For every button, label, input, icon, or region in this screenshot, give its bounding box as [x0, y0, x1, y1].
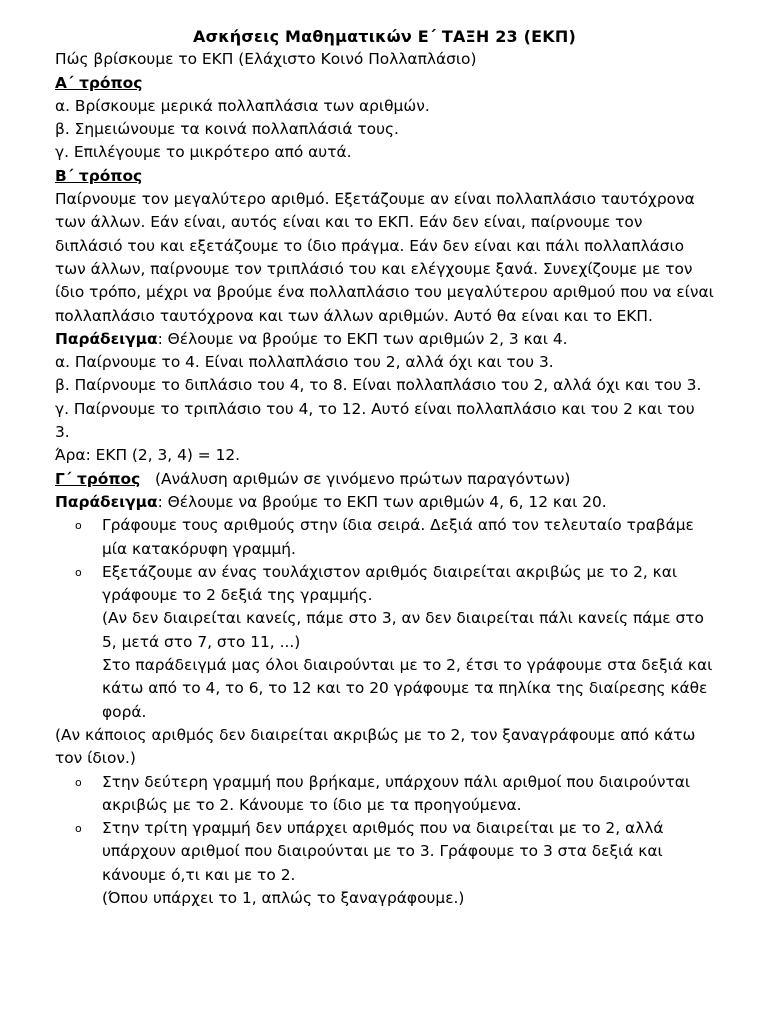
- list-item-text: Στην δεύτερη γραμμή που βρήκαμε, υπάρχουν πάλι αριθμοί που διαιρούνται ακριβώς με το 2. Κάνουμε το ίδιο με τα προηγούμενα.: [102, 772, 691, 814]
- list-item: [55, 771, 714, 818]
- method-a-step: γ. Επιλέγουμε το μικρότερο από αυτά.: [55, 143, 352, 162]
- bullet-note: (Όπου υπάρχει το 1, απλώς το ξαναγράφουμε.): [102, 888, 465, 907]
- method-b-example-step: α. Παίρνουμε το 4. Είναι πολλαπλάσιο του 2, αλλά όχι και του 3.: [55, 353, 554, 372]
- list-item-text: Γράφουμε τους αριθμούς στην ίδια σειρά. Δεξιά από τον τελευταίο τραβάμε μία κατακόρυφη γραμμή.: [102, 516, 694, 558]
- example-label: Παράδειγμα: [55, 329, 158, 348]
- method-c-heading: Γ΄ τρόπος: [55, 469, 141, 488]
- list-item: [55, 561, 714, 608]
- bullet-note: (Αν δεν διαιρείται κανείς, πάμε στο 3, αν δεν διαιρείται πάλι κανείς πάμε στο 5, μετά στο 7, στο 11, ...): [102, 609, 704, 651]
- method-c-heading-suffix: (Ανάλυση αριθμών σε γινόμενο πρώτων παραγόντων): [154, 469, 571, 488]
- list-item: [55, 817, 714, 887]
- method-c-remark: (Αν κάποιος αριθμός δεν διαιρείται ακριβώς με το 2, τον ξαναγράφουμε από κάτω τον ίδιον.): [55, 725, 696, 768]
- document-title: Ασκήσεις Μαθηματικών Ε΄ ΤΑΞΗ 23 (ΕΚΠ): [192, 27, 577, 46]
- method-a-step: β. Σημειώνουμε τα κοινά πολλαπλάσιά τους.: [55, 120, 399, 139]
- list-item: [55, 514, 714, 561]
- method-b-example: [55, 328, 714, 351]
- circle-bullet-icon: o: [75, 775, 82, 789]
- method-c-example: [55, 491, 714, 514]
- method-b-example-step: β. Παίρνουμε το διπλάσιο του 4, το 8. Είναι πολλαπλάσιο του 2, αλλά όχι και του 3.: [55, 376, 702, 395]
- method-a-step: α. Βρίσκουμε μερικά πολλαπλάσια των αριθμών.: [55, 96, 430, 115]
- list-item-text: Στην τρίτη γραμμή δεν υπάρχει αριθμός που να διαιρείται με το 2, αλλά υπάρχουν αριθμοί που διαιρούνται με το 3. Γράφουμε το 3 στα δεξιά και κάνουμε ό,τι και με το 2.: [102, 819, 664, 884]
- example-label: Παράδειγμα: [55, 492, 158, 511]
- circle-bullet-icon: o: [75, 565, 82, 579]
- example-text: : Θέλουμε να βρούμε το ΕΚΠ των αριθμών 2, 3 και 4.: [157, 329, 568, 348]
- intro-line: Πώς βρίσκουμε το ΕΚΠ (Ελάχιστο Κοινό Πολλαπλάσιο): [55, 50, 477, 69]
- circle-bullet-icon: o: [75, 822, 82, 836]
- method-b-result: Άρα: ΕΚΠ (2, 3, 4) = 12.: [55, 446, 241, 465]
- example-text: : Θέλουμε να βρούμε το ΕΚΠ των αριθμών 4, 6, 12 και 20.: [157, 492, 607, 511]
- method-c-bullets-2: [55, 771, 714, 887]
- method-c-bullets-1: [55, 514, 714, 607]
- list-item-text: Εξετάζουμε αν ένας τουλάχιστον αριθμός διαιρείται ακριβώς με το 2, και γράφουμε το 2 δεξιά της γραμμής.: [102, 562, 678, 605]
- method-b-example-step: γ. Παίρνουμε το τριπλάσιο του 4, το 12. Αυτό είναι πολλαπλάσιο και του 2 και του 3.: [55, 399, 695, 442]
- method-b-description: Παίρνουμε τον μεγαλύτερο αριθμό. Εξετάζουμε αν είναι πολλαπλάσιο ταυτόχρονα των άλλων. Εάν είναι, αυτός είναι και το ΕΚΠ. Εάν δεν είναι, παίρνουμε τον διπλάσιό του και εξετάζουμε το ίδιο πράγμα. Εάν δεν είναι και πάλι πολλαπλάσιο των άλλων, παίρνουμε τον τριπλάσιό του και ελέγχουμε ξανά. Συνεχίζουμε με τον ίδιο τρόπο, μέχρι να βρούμε ένα πολλαπλάσιο του μεγαλύτερου αριθμού που να είναι πολλαπλάσιο ταυτόχρονα και των άλλων αριθμών. Αυτό θα είναι και το ΕΚΠ.: [55, 190, 714, 325]
- method-a-heading: Α΄ τρόπος: [55, 73, 143, 92]
- circle-bullet-icon: o: [75, 519, 82, 533]
- bullet-detail: Στο παράδειγμά μας όλοι διαιρούνται με το 2, έτσι το γράφουμε στα δεξιά και κάτω από το 4, το 6, το 12 και το 20 γράφουμε τα πηλίκα της διαίρεσης κάθε φορά.: [102, 656, 713, 721]
- method-b-heading: Β΄ τρόπος: [55, 166, 143, 185]
- method-c-heading-line: [55, 468, 714, 491]
